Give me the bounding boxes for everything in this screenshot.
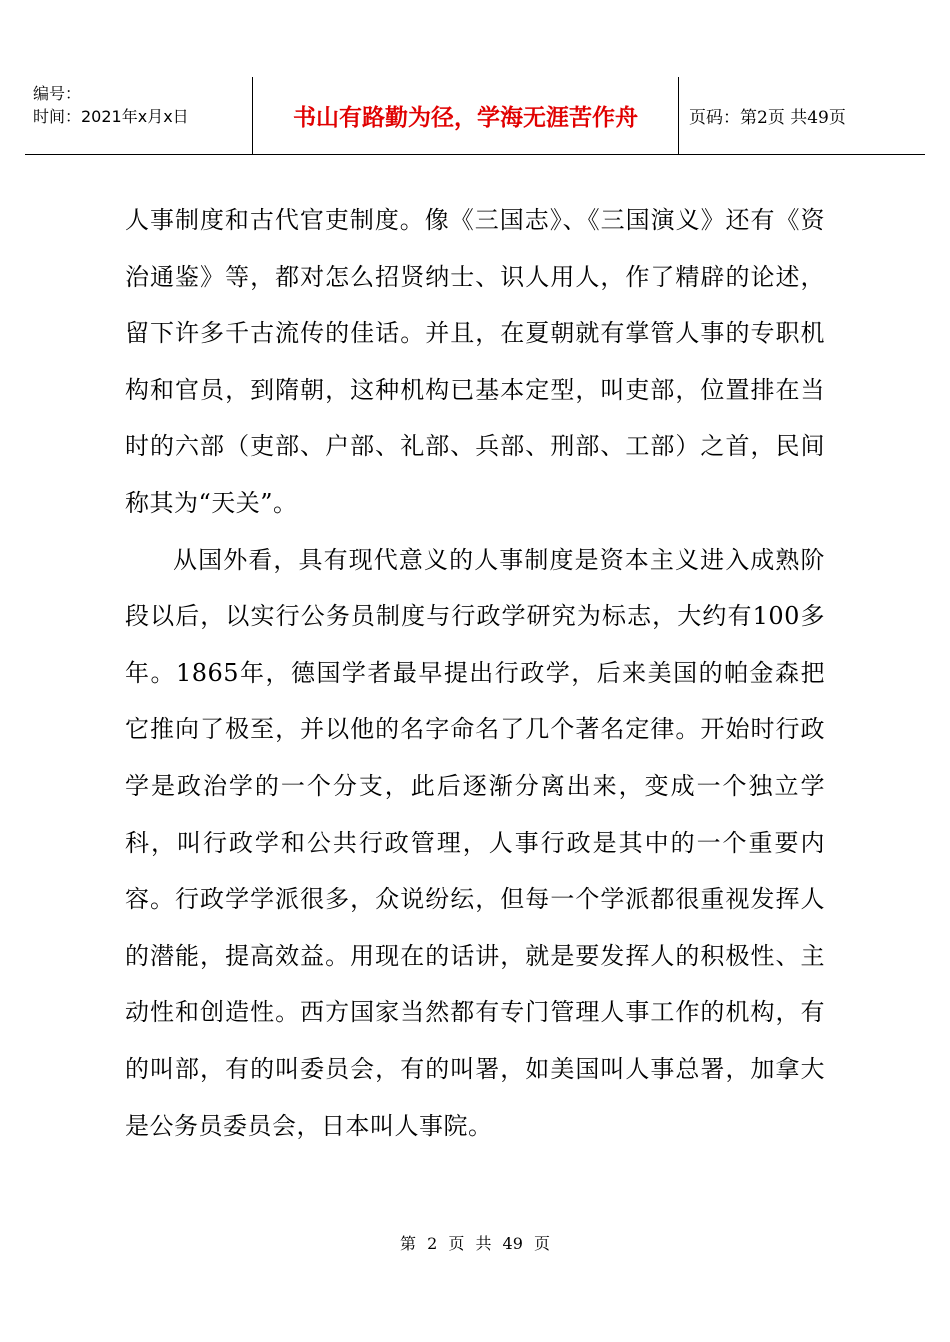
header-motto: 书山有路勤为径，学海无涯苦作舟 <box>253 77 679 154</box>
paragraph-continued: 人事制度和古代官吏制度。像《三国志》、《三国演义》还有《资治通鉴》等，都对怎么招贤纳士、识人用人，作了精辟的论述，留下许多千古流传的佳话。并且，在夏朝就有掌管人事的专职机构和官员，到隋朝，这种机构已基本定型，叫吏部，位置排在当时的六部（吏部、户部、礼部、兵部、刑部、工部）之首，民间称其为“天关”。 <box>125 206 825 517</box>
document-body <box>125 192 825 1154</box>
page-header <box>25 77 925 155</box>
document-time-label: 时间：2021年x月x日 <box>33 107 189 126</box>
page-footer: 第 2 页 共 49 页 <box>400 1234 550 1253</box>
header-page-info: 页码：第2页 共49页 <box>689 108 846 128</box>
paragraph-foreign-history: 从国外看，具有现代意义的人事制度是资本主义进入成熟阶段以后，以实行公务员制度与行政学研究为标志，大约有100多年。1865年，德国学者最早提出行政学，后来美国的帕金森把它推向了极至，并以他的名字命名了几个著名定律。开始时行政学是政治学的一个分支，此后逐渐分离出来，变成一个独立学科，叫行政学和公共行政管理，人事行政是其中的一个重要内容。行政学学派很多，众说纷纭，但每一个学派都很重视发挥人的潜能，提高效益。用现在的话讲，就是要发挥人的积极性、主动性和创造性。西方国家当然都有专门管理人事工作的机构，有的叫部，有的叫委员会，有的叫署，如美国叫人事总署，加拿大是公务员委员会，日本叫人事院。 <box>125 545 825 1140</box>
header-meta <box>25 77 253 154</box>
document-number-label: 编号： <box>33 84 82 103</box>
